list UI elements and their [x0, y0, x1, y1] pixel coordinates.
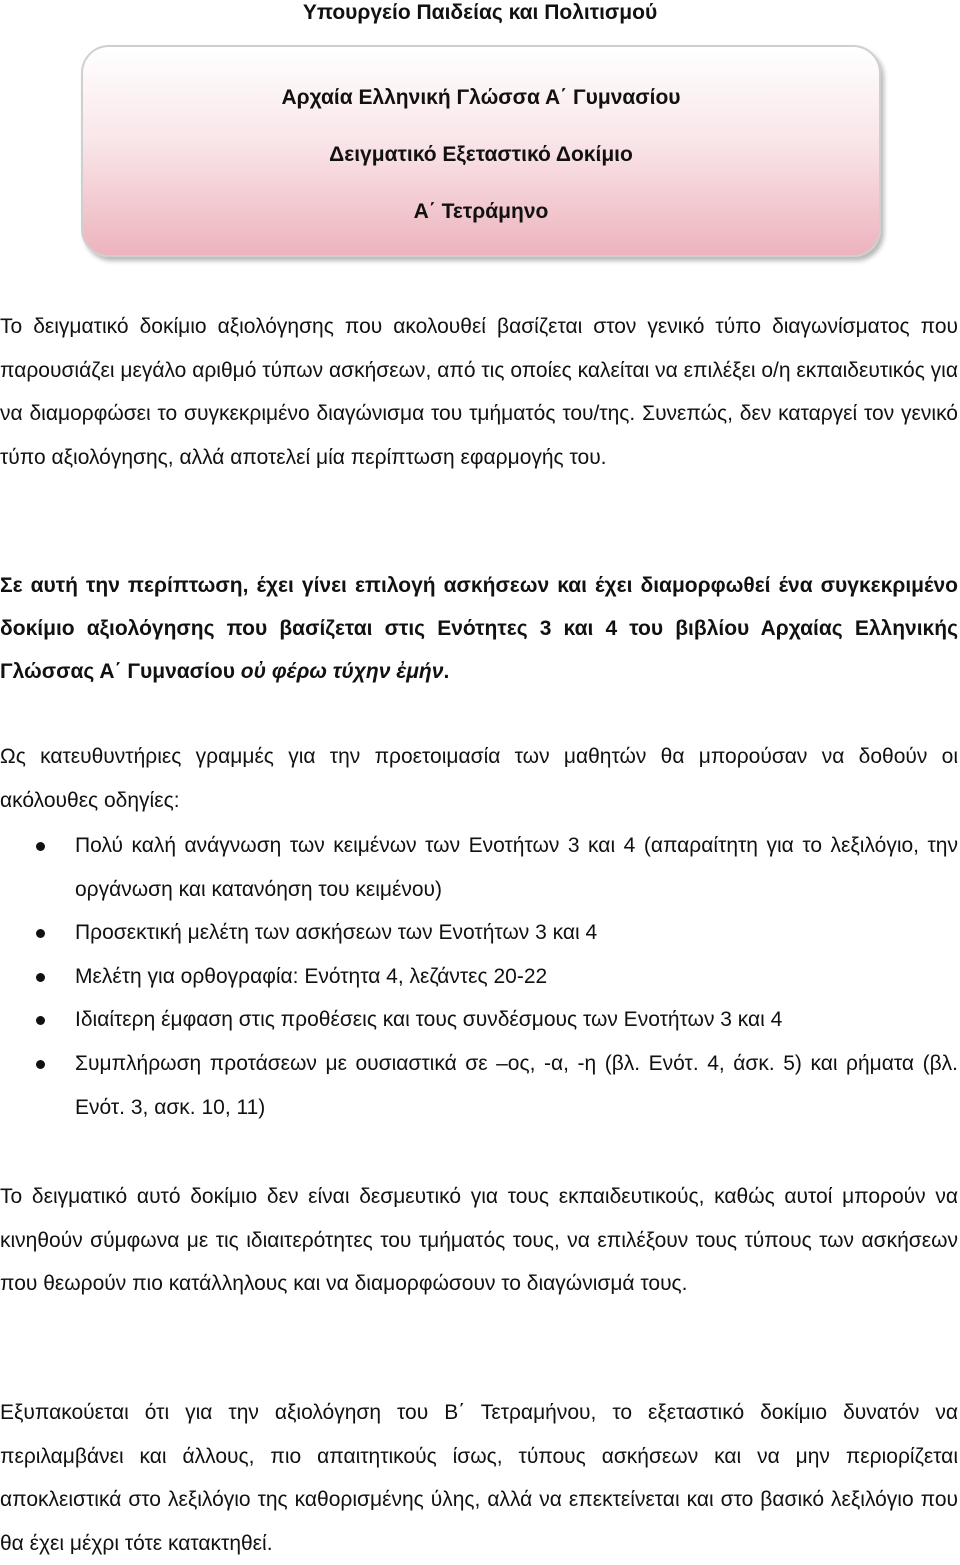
selection-text: Σε αυτή την περίπτωση, έχει γίνει επιλογή ασκήσεων και έχει διαμορφωθεί ένα συγκεκριμένο δοκίμιο αξιολόγησης που βασίζεται στις Ενότητες 3 και 4 του βιβλίου Αρχαίας Ελληνικής Γλώσσας Α΄ Γυμνασίου	[0, 574, 958, 683]
ministry-header: Υπουργείο Παιδείας και Πολιτισμού	[302, 1, 658, 24]
list-item-text: Προσεκτική μελέτη των ασκήσεων των Ενοτήτων 3 και 4	[75, 921, 598, 945]
bullet-icon	[36, 929, 45, 938]
guidelines-paragraph: Ως κατευθυντήριες γραμμές για την προετοιμασία των μαθητών θα μπορούσαν να δοθούν οι ακόλουθες οδηγίες:	[0, 745, 958, 812]
list-item-text: Συμπλήρωση προτάσεων με ουσιαστικά σε –ος, -α, -η (βλ. Ενότ. 4, άσκ. 5) και ρήματα (βλ. Ενότ. 3, ασκ. 10, 11)	[75, 1051, 958, 1119]
bullet-icon	[36, 1016, 45, 1025]
intro-paragraph: Το δειγματικό δοκίμιο αξιολόγησης που ακολουθεί βασίζεται στον γενικό τύπο διαγωνίσματος που παρουσιάζει μεγάλο αριθμό τύπων ασκήσεων, από τις οποίες καλείται να επιλέξει ο/η εκπαιδευτικός για να διαμορφώσει το συγκεκριμένο διαγώνισμα του τμήματός του/της. Συνεπώς, δεν καταργεί τον γενικό τύπο αξιολόγησης, αλλά αποτελεί μία περίπτωση εφαρμογής του.	[0, 315, 958, 469]
list-item-text: Ιδιαίτερη έμφαση στις προθέσεις και τους συνδέσμους των Ενοτήτων 3 και 4	[75, 1008, 783, 1032]
list-item	[0, 824, 958, 911]
exam-title: Δειγματικό Εξεταστικό Δοκίμιο	[329, 143, 633, 166]
bullet-icon	[36, 973, 45, 982]
list-item	[0, 998, 958, 1042]
list-item	[0, 1042, 958, 1129]
list-item-text: Μελέτη για ορθογραφία: Ενότητα 4, λεζάντες 20-22	[75, 964, 548, 988]
bullet-icon	[36, 1060, 45, 1069]
bullet-icon	[36, 842, 45, 851]
second-term-paragraph: Εξυπακούεται ότι για την αξιολόγηση του Β΄ Τετραμήνου, το εξεταστικό δοκίμιο δυνατόν να περιλαμβάνει και άλλους, πιο απαιτητικούς ίσως, τύπους ασκήσεων και να μην περιορίζεται αποκλειστικά στο λεξιλόγιο της καθορισμένης ύλης, αλλά να επεκτείνεται και στο βασικό λεξιλόγιο που θα έχει μέχρι τότε κατακτηθεί.	[0, 1401, 958, 1555]
list-item	[0, 955, 958, 999]
selection-paragraph	[0, 564, 958, 693]
guidelines-list	[0, 824, 958, 1129]
lesson-title-italic: οὐ φέρω τύχην ἐμήν	[240, 660, 444, 683]
list-item-text: Πολύ καλή ανάγνωση των κειμένων των Ενοτήτων 3 και 4 (απαραίτητη για το λεξιλόγιο, την οργάνωση και κατανόηση του κειμένου)	[75, 834, 958, 901]
title-box	[81, 45, 881, 257]
term-title: Α΄ Τετράμηνο	[413, 200, 549, 223]
course-title: Αρχαία Ελληνική Γλώσσα Α΄ Γυμνασίου	[281, 86, 681, 109]
list-item	[0, 911, 958, 955]
selection-end: .	[443, 660, 450, 683]
non-binding-paragraph: Το δειγματικό αυτό δοκίμιο δεν είναι δεσμευτικό για τους εκπαιδευτικούς, καθώς αυτοί μπορούν να κινηθούν σύμφωνα με τις ιδιαιτερότητες του τμήματός τους, να επιλέξουν τους τύπους των ασκήσεων που θεωρούν πιο κατάλληλους και να διαμορφώσουν το διαγώνισμά τους.	[0, 1185, 958, 1296]
